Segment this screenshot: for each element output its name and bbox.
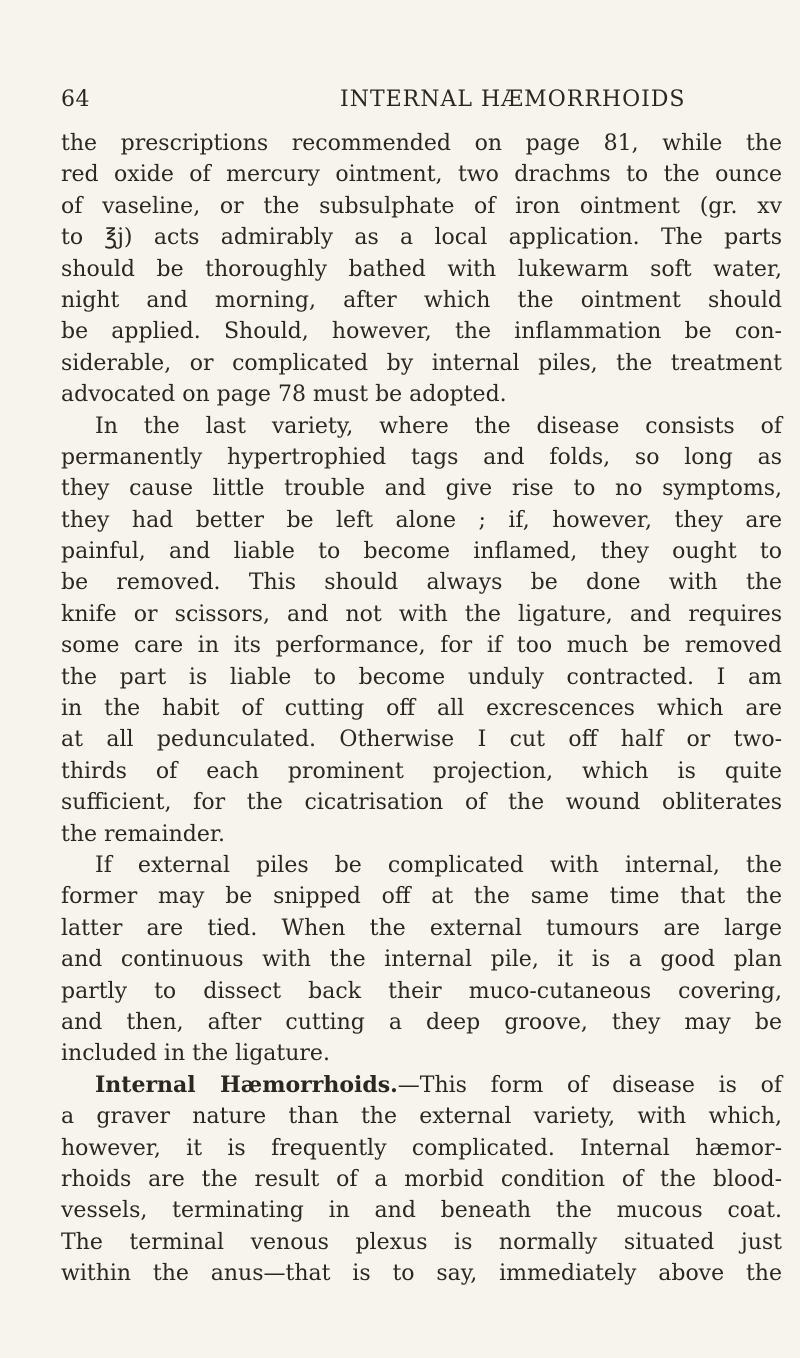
text-line: partly to dissect back their muco-cutaneous covering, xyxy=(61,978,782,1004)
text-line: former may be snipped off at the same time that the xyxy=(61,884,782,910)
text-line: they had better be left alone ; if, however, they are xyxy=(61,507,782,533)
text-line: in the habit of cutting off all excrescences which are xyxy=(61,696,782,722)
text-line: however, it is frequently complicated. Internal hæmor- xyxy=(61,1135,782,1161)
text-line: some care in its performance, for if too much be removed xyxy=(61,633,782,659)
section-heading: Internal Hæmorrhoids. xyxy=(95,1071,398,1098)
text-line: be removed. This should always be done with the xyxy=(61,570,782,596)
text-line: If external piles be complicated with internal, the xyxy=(95,852,782,878)
text-line: siderable, or complicated by internal piles, the treatment xyxy=(61,350,782,376)
page-number: 64 xyxy=(61,87,90,112)
text-line: within the anus—that is to say, immediately above the xyxy=(61,1261,782,1287)
running-title: INTERNAL HÆMORRHOIDS xyxy=(340,87,686,112)
text-line: and continuous with the internal pile, it is a good plan xyxy=(61,947,782,973)
text-line: they cause little trouble and give rise to no symptoms, xyxy=(61,476,782,502)
page-header xyxy=(61,87,782,121)
text-line: at all pedunculated. Otherwise I cut off half or two- xyxy=(61,727,782,753)
text-line: night and morning, after which the ointment should xyxy=(61,287,782,313)
text-line: and then, after cutting a deep groove, they may be xyxy=(61,1009,782,1035)
text-line: to ℥j) acts admirably as a local application. The parts xyxy=(61,225,782,251)
text-line: be applied. Should, however, the inflammation be con- xyxy=(61,319,782,345)
text-line: latter are tied. When the external tumours are large xyxy=(61,915,782,941)
text-line: painful, and liable to become inflamed, they ought to xyxy=(61,539,782,565)
text-line: the prescriptions recommended on page 81, while the xyxy=(61,131,782,156)
text-line: thirds of each prominent projection, which is quite xyxy=(61,758,782,784)
text-line: The terminal venous plexus is normally situated just xyxy=(61,1229,782,1255)
text-line: red oxide of mercury ointment, two drachms to the ounce xyxy=(61,162,782,188)
body-text xyxy=(61,128,782,1289)
section-first-line-text: —This form of disease is of xyxy=(397,1072,782,1098)
text-line: vessels, terminating in and beneath the mucous coat. xyxy=(61,1198,782,1224)
text-line: rhoids are the result of a morbid condition of the blood- xyxy=(61,1166,782,1192)
text-line: of vaseline, or the subsulphate of iron ointment (gr. xv xyxy=(61,193,782,219)
text-line: the part is liable to become unduly contracted. I am xyxy=(61,664,782,690)
text-line: knife or scissors, and not with the ligature, and requires xyxy=(61,601,782,627)
text-line: a graver nature than the external variety, with which, xyxy=(61,1104,782,1130)
text-line: permanently hypertrophied tags and folds, so long as xyxy=(61,444,782,470)
section-first-line xyxy=(61,1070,782,1101)
text-line: In the last variety, where the disease consists of xyxy=(95,413,782,439)
text-line: sufficient, for the cicatrisation of the wound obliterates xyxy=(61,790,782,816)
text-line: advocated on page 78 must be adopted. xyxy=(61,382,507,408)
text-line: included in the ligature. xyxy=(61,1041,330,1067)
text-line: the remainder. xyxy=(61,821,225,847)
text-line: should be thoroughly bathed with lukewarm soft water, xyxy=(61,256,782,282)
